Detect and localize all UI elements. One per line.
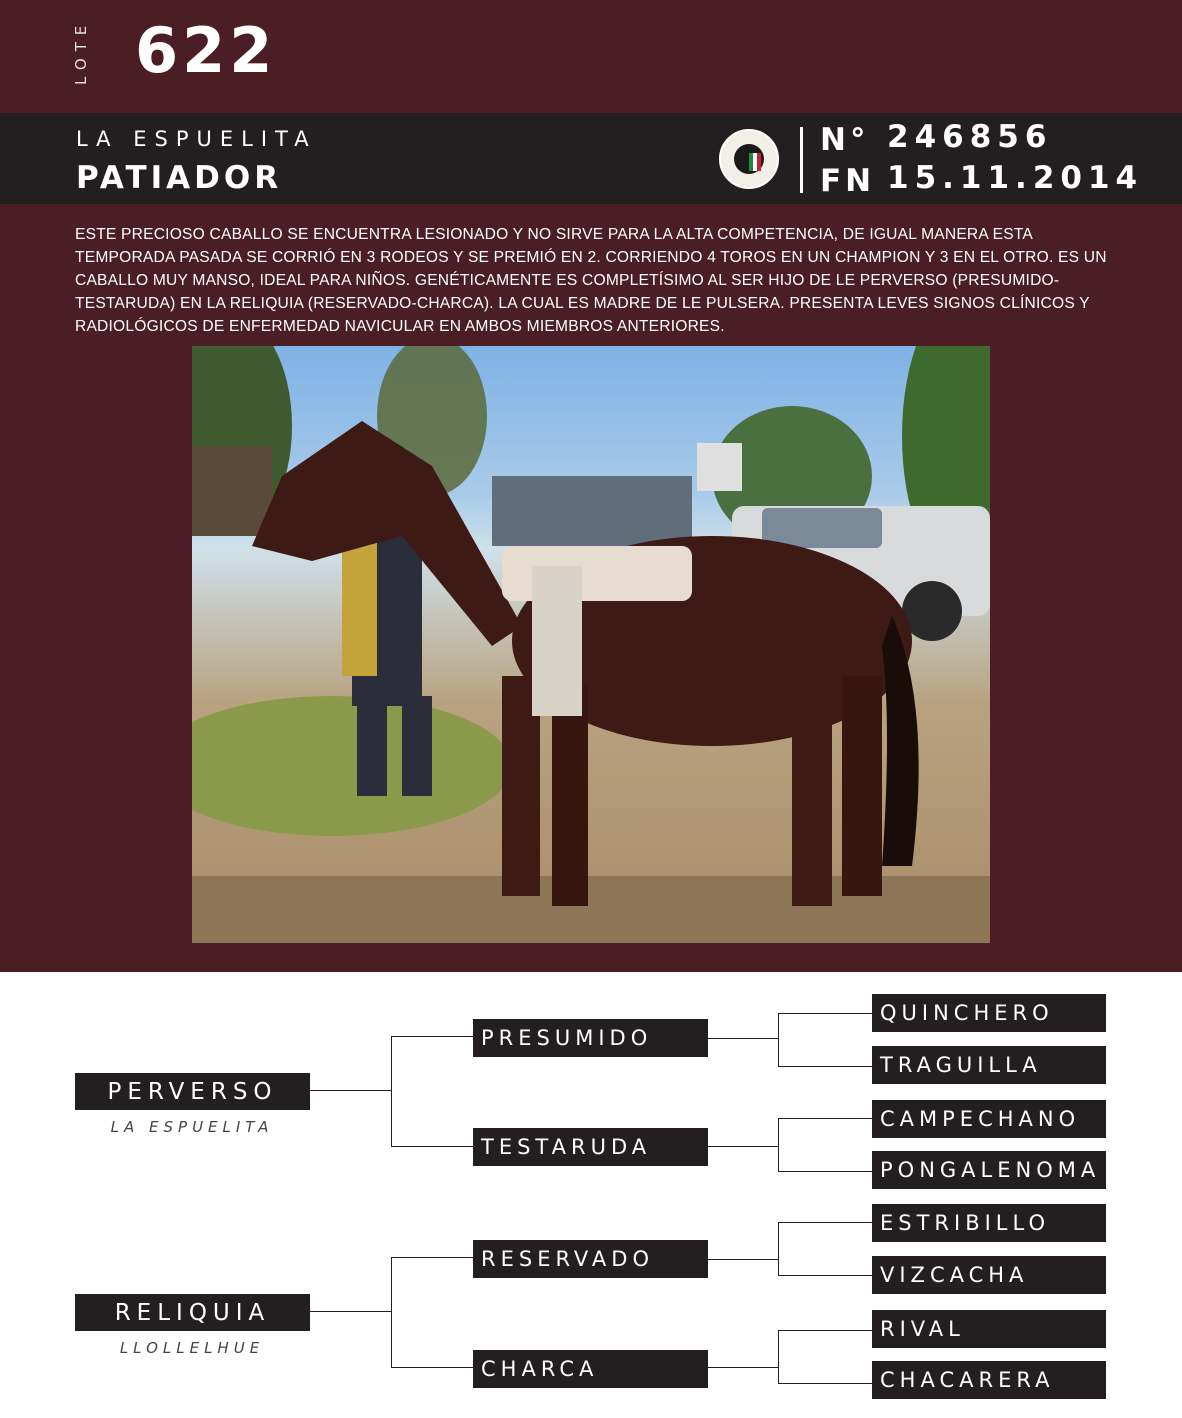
horse-name: PATIADOR	[76, 160, 283, 196]
great-grandparent: PONGALENOMA	[872, 1151, 1106, 1189]
sire-breeder: LA ESPUELITA	[110, 1118, 274, 1136]
birth-date: 15.11.2014	[887, 160, 1144, 196]
registry-label: N°	[820, 122, 870, 158]
great-grandparent: CHACARERA	[872, 1361, 1106, 1399]
dam-name: RELIQUIA	[75, 1294, 310, 1331]
farm-name: LA ESPUELITA	[76, 127, 317, 151]
sire-sire: PRESUMIDO	[473, 1019, 708, 1057]
great-grandparent: TRAGUILLA	[872, 1046, 1106, 1084]
lote-label: LOTE	[72, 18, 90, 85]
great-grandparent: ESTRIBILLO	[872, 1204, 1106, 1242]
great-grandparent: RIVAL	[872, 1310, 1106, 1348]
divider	[800, 127, 803, 193]
great-grandparent: CAMPECHANO	[872, 1100, 1106, 1138]
horse-description: ESTE PRECIOSO CABALLO SE ENCUENTRA LESIONADO Y NO SIRVE PARA LA ALTA COMPETENCIA, DE IGUAL MANERA ESTA TEMPORADA PASADA SE CORRIÓ EN 3 RODEOS Y SE PREMIÓ EN 2. CORRIENDO 4 TOROS EN UN CHAMPION Y 3 EN EL OTRO. ES UN CABALLO MUY MANSO, IDEAL PARA NIÑOS. GENÉTICAMENTE ES COMPLETÍSIMO AL SER HIJO DE LE PERVERSO (PRESUMIDO-TESTARUDA) EN LA RELIQUIA (RESERVADO-CHARCA). LA CUAL ES MADRE DE LE PULSERA. PRESENTA LEVES SIGNOS CLÍNICOS Y RADIOLÓGICOS DE ENFERMEDAD NAVICULAR EN AMBOS MIEMBROS ANTERIORES.	[75, 226, 1107, 335]
horse-photo	[192, 346, 990, 943]
dam-sire: RESERVADO	[473, 1240, 708, 1278]
sire-dam: TESTARUDA	[473, 1128, 708, 1166]
birth-label: FN	[820, 163, 876, 199]
dam-dam: CHARCA	[473, 1350, 708, 1388]
horse-photo-illustration	[192, 346, 990, 943]
sire-name: PERVERSO	[75, 1073, 310, 1110]
lote-number: 622	[135, 14, 277, 87]
registry-number: 246856	[887, 119, 1053, 155]
remates-zanartu-logo-icon	[719, 129, 779, 189]
flag-icon	[749, 153, 761, 171]
great-grandparent: VIZCACHA	[872, 1256, 1106, 1294]
identity-band	[0, 113, 1182, 204]
great-grandparent: QUINCHERO	[872, 994, 1106, 1032]
dam-breeder: LLOLLELHUE	[119, 1339, 265, 1357]
